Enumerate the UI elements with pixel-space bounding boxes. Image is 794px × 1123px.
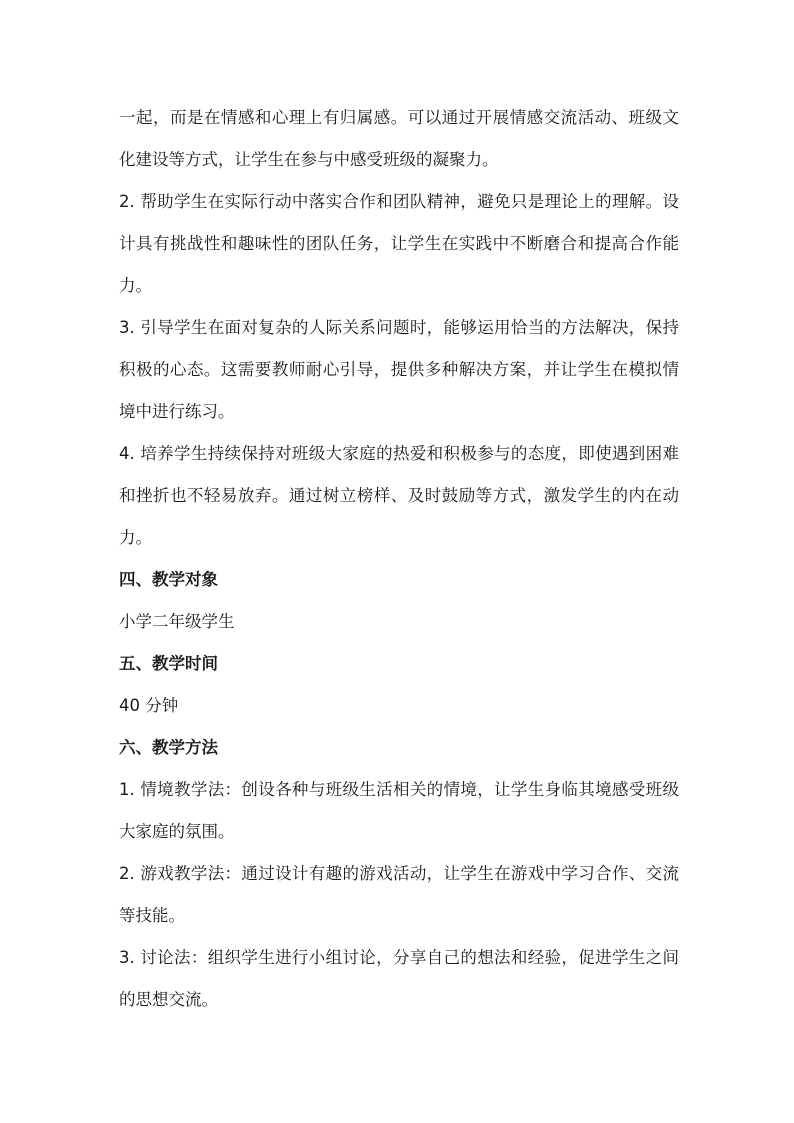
paragraph-item-2: 2. 帮助学生在实际行动中落实合作和团队精神，避免只是理论上的理解。设计具有挑战性和趣味性的团队任务，让学生在实践中不断磨合和提高合作能力。: [119, 192, 679, 295]
paragraph-method-1: 1. 情境教学法：创设各种与班级生活相关的情境，让学生身临其境感受班级大家庭的氛围。: [119, 780, 679, 841]
paragraph-method-3: 3. 讨论法：组织学生进行小组讨论，分享自己的想法和经验，促进学生之间的思想交流。: [119, 948, 679, 1009]
section-heading-teaching-time: 五、教学时间: [119, 654, 218, 673]
section-heading-teaching-methods: 六、教学方法: [119, 738, 218, 757]
document-body: [119, 97, 679, 1021]
section-heading-teaching-target: 四、教学对象: [119, 570, 218, 589]
paragraph-continuation: 一起，而是在情感和心理上有归属感。可以通过开展情感交流活动、班级文化建设等方式，让学生在参与中感受班级的凝聚力。: [119, 108, 679, 169]
paragraph-item-3: 3. 引导学生在面对复杂的人际关系问题时，能够运用恰当的方法解决，保持积极的心态。这需要教师耐心引导，提供多种解决方案，并让学生在模拟情境中进行练习。: [119, 318, 679, 421]
paragraph-teaching-time: 40 分钟: [119, 696, 179, 715]
paragraph-teaching-target: 小学二年级学生: [119, 612, 235, 631]
paragraph-method-2: 2. 游戏教学法：通过设计有趣的游戏活动，让学生在游戏中学习合作、交流等技能。: [119, 864, 679, 925]
paragraph-item-4: 4. 培养学生持续保持对班级大家庭的热爱和积极参与的态度，即使遇到困难和挫折也不轻易放弃。通过树立榜样、及时鼓励等方式，激发学生的内在动力。: [119, 444, 679, 547]
